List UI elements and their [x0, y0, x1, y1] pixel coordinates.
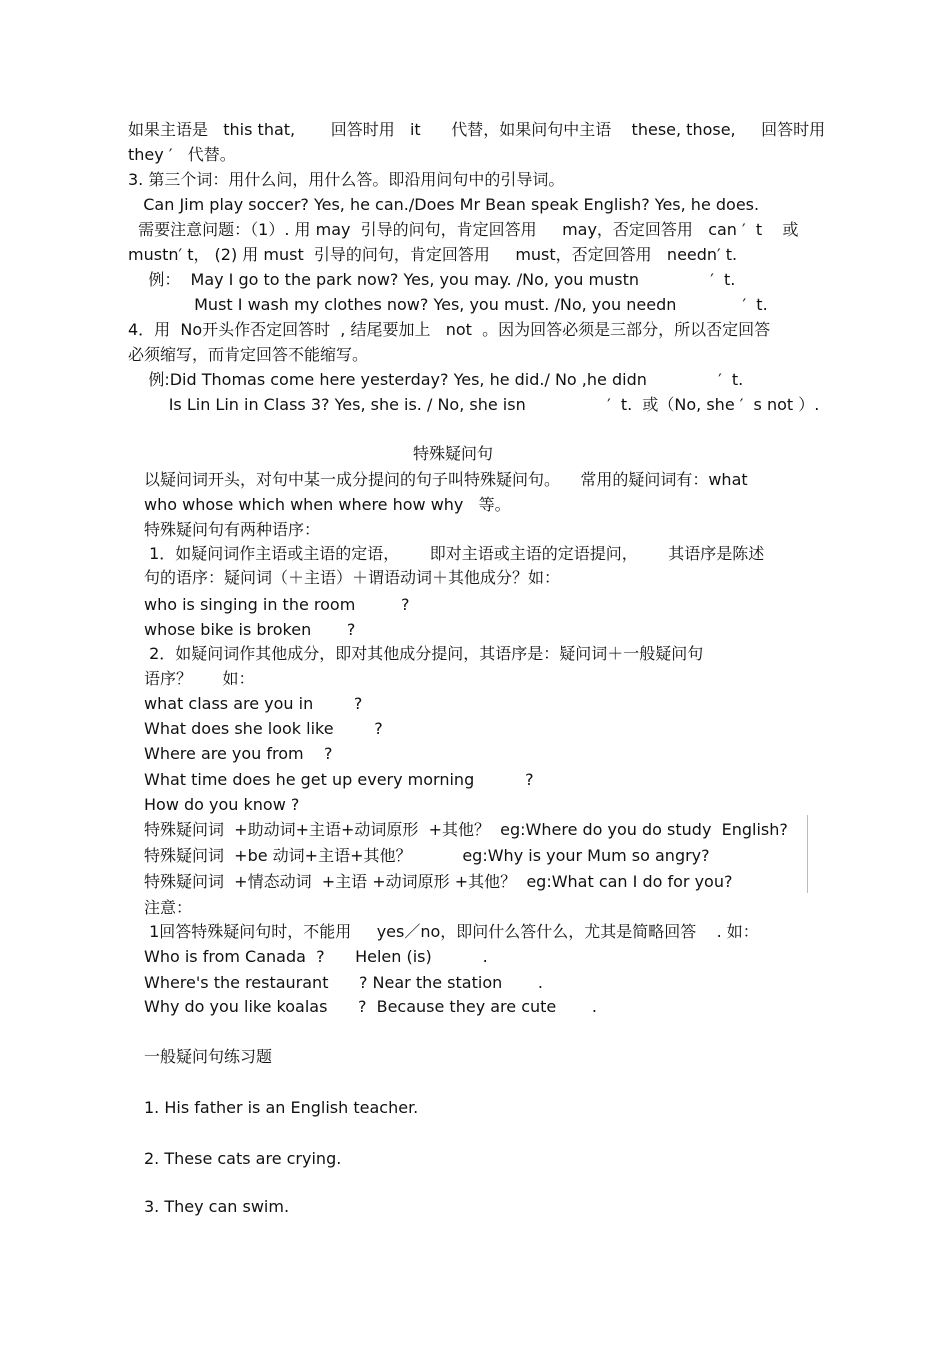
exercise-item: 3. They can swim. [144, 1197, 290, 1216]
text-line: What time does he get up every morning ? [144, 770, 534, 789]
text-line: mustn′ t， (2) 用 must 引导的问句，肯定回答用 must，否定回答用 needn′ t. [128, 245, 738, 264]
text-line: 特殊疑问词 +be 动词+主语+其他？ eg:Why is your Mum so angry? [144, 846, 710, 865]
text-line: whose bike is broken ? [144, 620, 356, 639]
text-line: Why do you like koalas ? Because they are cute . [144, 997, 597, 1016]
text-line: 例:Did Thomas come here yesterday? Yes, he did./ No ,he didn ′ t. [128, 370, 744, 389]
text-line: 例： May I go to the park now? Yes, you may. /No, you mustn ′ t. [128, 270, 736, 289]
text-line: 语序？ 如： [144, 669, 255, 688]
text-line: 句的语序：疑问词（＋主语）＋谓语动词＋其他成分？如： [144, 568, 561, 587]
margin-rule [807, 815, 808, 893]
section-title: 一般疑问句练习题 [144, 1047, 273, 1066]
text-line: Is Lin Lin in Class 3? Yes, she is. / No, she isn ′ t. 或（No, she ′ s not ）. [128, 395, 820, 414]
text-line: 必须缩写，而肯定回答不能缩写。 [128, 345, 369, 364]
text-line: 2．如疑问词作其他成分，即对其他成分提问，其语序是：疑问词＋一般疑问句 [144, 644, 704, 663]
text-line: 特殊疑问句有两种语序： [144, 520, 321, 539]
text-line: 特殊疑问词 +助动词+主语+动词原形 +其他？ eg:Where do you do study English? [144, 820, 788, 839]
text-line: How do you know ? [144, 795, 300, 814]
text-line: What does she look like ? [144, 719, 383, 738]
text-line: 3. 第三个词：用什么问，用什么答。即沿用问句中的引导词。 [128, 170, 565, 189]
exercise-item: 1. His father is an English teacher. [144, 1098, 419, 1117]
text-line: Must I wash my clothes now? Yes, you must. /No, you needn ′ t. [128, 295, 768, 314]
text-line: 特殊疑问词 +情态动词 +主语 +动词原形 +其他？ eg:What can I do for you? [144, 872, 733, 891]
text-line: 1．如疑问词作主语或主语的定语， 即对主语或主语的定语提问， 其语序是陈述 [144, 544, 765, 563]
text-line: who is singing in the room ? [144, 595, 410, 614]
text-line: 以疑问词开头，对句中某一成分提问的句子叫特殊疑问句。 常用的疑问词有：what [144, 470, 748, 489]
exercise-item: 2. These cats are crying. [144, 1149, 342, 1168]
text-line: 需要注意问题：（1）. 用 may 引导的问句，肯定回答用 may，否定回答用 can ′ t 或 [128, 220, 799, 239]
text-line: what class are you in ? [144, 694, 363, 713]
text-line: 如果主语是 this that, 回答时用 it 代替，如果问句中主语 these, those, 回答时用 [128, 120, 826, 139]
text-line: Where are you from ? [144, 744, 333, 763]
text-line: they ′ 代替。 [128, 145, 236, 164]
section-title: 特殊疑问句 [413, 444, 494, 463]
text-line: 1回答特殊疑问句时，不能用 yes／no，即问什么答什么，尤其是简略回答 . 如： [144, 922, 759, 941]
text-line: 注意： [144, 898, 193, 917]
text-line: Where's the restaurant ? Near the station . [144, 973, 543, 992]
text-line: who whose which when where how why 等。 [144, 495, 511, 514]
text-line: Who is from Canada ? Helen (is) . [144, 947, 488, 966]
text-line: 4．用 No开头作否定回答时 , 结尾要加上 not 。因为回答必须是三部分，所以否定回答 [128, 320, 771, 339]
text-line: Can Jim play soccer? Yes, he can./Does Mr Bean speak English? Yes, he does. [128, 195, 760, 214]
